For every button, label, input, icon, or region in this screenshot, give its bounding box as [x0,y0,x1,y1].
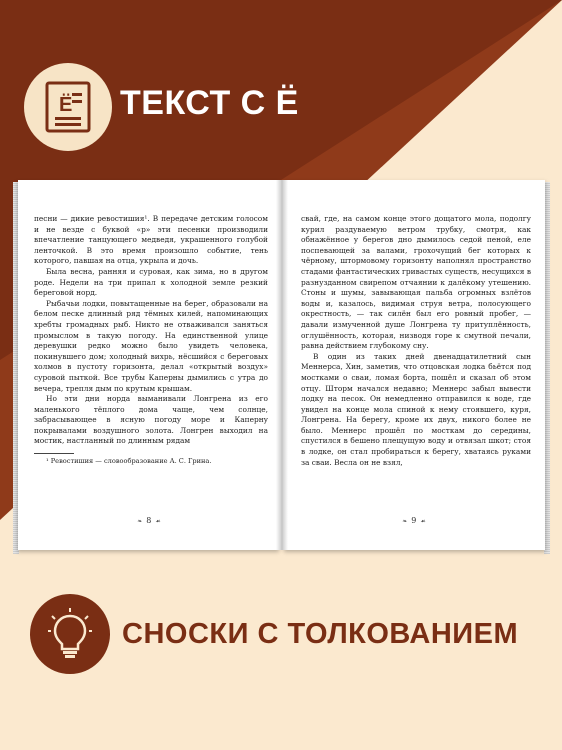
heading-footnotes: СНОСКИ С ТОЛКОВАНИЕМ [122,618,519,650]
paragraph: песни — дикие ревостишия¹. В передаче детским голосом и не везде с буквой «р» эти песенки производили впечатление танцующего медведя, украшенного голубой ленточкой. В это время произошло событие, тень которого, павшая на отца, укрыла и дочь. [34,214,268,266]
lightbulb-badge [30,594,110,674]
page-number-left: ❧ 8 ☙ [137,516,161,526]
paragraph: В один из таких дней двенадцатилетний сын Меннерса, Хин, заметив, что отцовская лодка бьётся под мостками о сваи, ломая борта, пошёл и сказал об этом отцу. Шторм начался недавно; Меннерс забыл вывести лодку на песок. Он немедленно отправился к воде, где увидел на конце мола спиной к нему стоявшего, куря, Лонгрена. На берегу, кроме их двух, никого более не было. Меннерс прошёл по мосткам до середины, спустился в бешено плещущую воду и отвязал шкот; стоя в лодке, он стал пробираться к берегу, хватаясь руками за сваи. Весла он не взял, [301,351,531,467]
left-page [18,180,280,550]
book-spread [18,180,545,560]
yo-glyph: Ё [59,94,73,116]
right-page [283,180,545,550]
left-page-text [34,214,268,447]
paragraph: Рыбачьи лодки, повытащенные на берег, образовали на белом песке длинный ряд тёмных килей, напоминающих хребты громадных рыб. Никто не отваживался заняться промыслом в такую погоду. На единственной улице деревушки редко можно было увидеть человека, покинувшего дом; холодный вихрь, нёсшийся с береговых холмов в пустоту горизонта, делал «открытый воздух» суровой пыткой. Все трубы Каперны дымились с утра до вечера, трепля дым по крутым крышам. [34,298,268,393]
paragraph: Но эти дни норда выманивали Лонгрена из его маленького тёплого дома чаще, чем солнце, забрасывающее в ясную погоду море и Каперну покрывалами воздушного золота. Лонгрен выходил на мостик, настланный по длинным рядам [34,394,268,446]
page-number-right: ❧ 9 ☙ [402,516,426,526]
lightbulb-icon [48,608,92,660]
document-icon [45,81,91,133]
heading-yo-text: ТЕКСТ С Ё [120,84,299,122]
yo-badge [24,63,112,151]
right-page-text [301,214,531,468]
paragraph: свай, где, на самом конце этого дощатого мола, подолгу курил раздуваемую ветром трубку, смотря, как обнажённое у берегов дно дымилось седой пеной, еле поспевающей за валами, грохочущий бег которых к чёрному, штормовому горизонту наполнял пространство стадами фантастических гривастых существ, несущихся в разнузданном свирепом отчаянии к далёкому утешению. Стоны и шумы, завывающая пальба огромных взлётов воды и, казалось, видимая струя ветра, полосующего окрестность, — так силён был его ровный пробег, — давали измученной душе Лонгрена ту притуплённость, оглушённость, которая, низводя горе к смутной печали, равна действием глубокому сну. [301,214,531,351]
footnote-rule [34,453,74,454]
footnote: ¹ Ревостишия — словообразование А. С. Грина. [46,457,212,466]
book-gutter [276,180,288,550]
paragraph: Была весна, ранняя и суровая, как зима, но в другом роде. Недели на три припал к холодной земле резкий береговой норд. [34,266,268,298]
